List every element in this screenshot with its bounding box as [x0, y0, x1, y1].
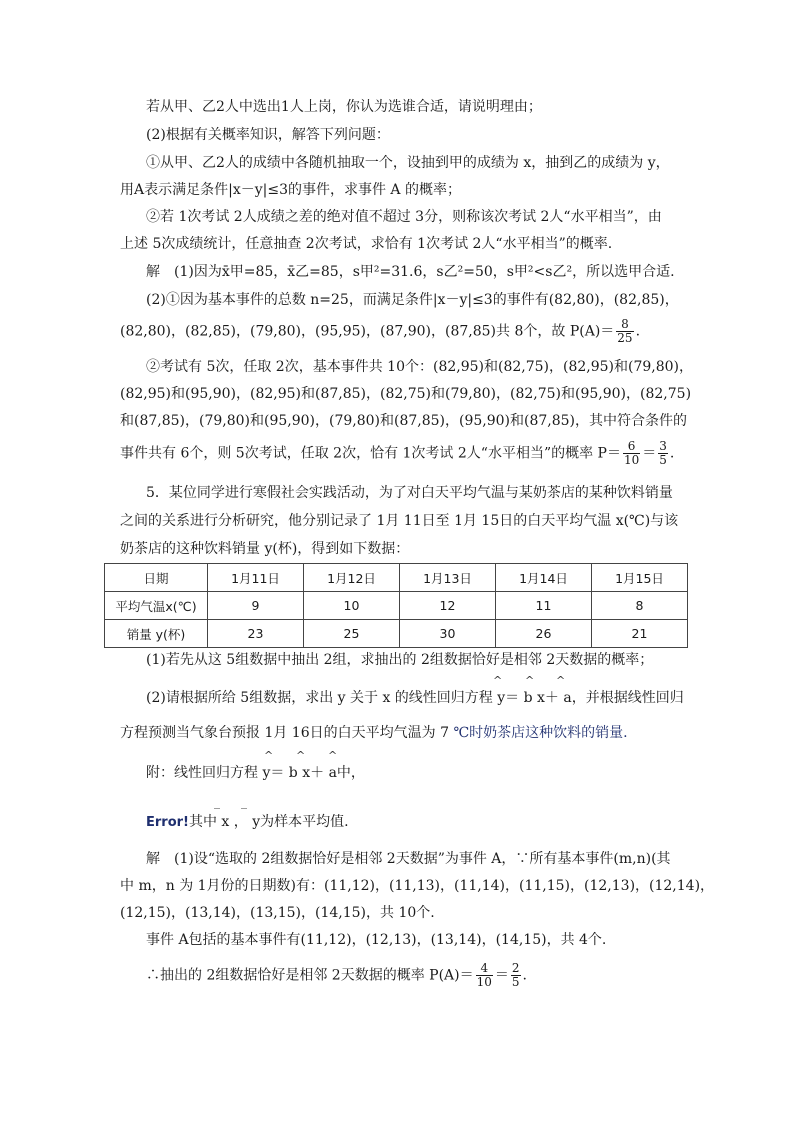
table-row — [105, 620, 688, 648]
text-line: (12,15)，(13,14)，(13,15)，(14,15)，共 10个. — [120, 905, 435, 921]
fraction: $\frac{4}{10}$ — [476, 961, 492, 989]
table-cell: 1月11日 — [208, 564, 304, 592]
table-row — [105, 592, 688, 620]
text-line: (82,95)和(95,90)，(82,95)和(87,85)，(82,75)和(79,80)，(82,75)和(95,90)，(82,75) — [120, 386, 692, 402]
bar-mark: _ — [214, 795, 220, 809]
hat-mark: ^ — [493, 674, 503, 687]
table-cell: 1月15日 — [592, 564, 688, 592]
error-field: Error! — [146, 815, 189, 830]
table-cell: 9 — [208, 592, 304, 620]
table-cell: 26 — [496, 620, 592, 648]
text-line: 用A表示满足条件|x－y|≤3的事件，求事件 A 的概率； — [120, 182, 461, 198]
text-line-with-fraction: ∴抽出的 2组数据恰好是相邻 2天数据的概率 P(A)＝ $\frac{4}{10}$ ＝ $\frac{2}{5}$ . — [146, 961, 527, 989]
table-header-row — [105, 564, 688, 592]
hat-mark: ^ — [556, 674, 566, 687]
text-line: 上述 5次成绩统计，任意抽查 2次考试，求恰有 1次考试 2人“水平相当”的概率. — [120, 236, 613, 252]
solution-line: 解 (1)因为x̄甲=85，x̄乙=85，s甲²=31.6，s乙²=50，s甲²<s乙²，所以选甲合适. — [146, 264, 675, 280]
hat-mark: ^ — [328, 749, 338, 762]
text-line: 中 m，n 为 1月份的日期数)有：(11,12)，(11,13)，(11,14)，(11,15)，(12,13)，(12,14)， — [120, 878, 715, 894]
text-line: Error!其中 x ， y为样本平均值. — [146, 814, 349, 830]
table-cell: 销量 y(杯) — [105, 620, 208, 648]
text-line: ②若 1次考试 2人成绩之差的绝对值不超过 3分，则称该次考试 2人“水平相当”，由 — [146, 209, 662, 225]
table-cell: 11 — [496, 592, 592, 620]
fraction: $\frac{6}{10}$ — [623, 439, 640, 467]
hat-mark: ^ — [296, 749, 306, 762]
fraction: $\frac{8}{25}$ — [617, 317, 633, 345]
fraction: $\frac{3}{5}$ — [659, 439, 667, 467]
text-line-with-fraction: (82,80)，(82,85)，(79,80)，(95,95)，(87,90)，(87,85)共 8个，故 P(A)＝ $\frac{8}{25}$ . — [120, 317, 641, 345]
text-line: 附：线性回归方程 y＝ b x＋ a中， — [146, 765, 365, 781]
hat-mark: ^ — [264, 749, 274, 762]
table-cell: 12 — [400, 592, 496, 620]
hat-mark: ^ — [525, 674, 535, 687]
table-cell: 21 — [592, 620, 688, 648]
table-cell: 25 — [304, 620, 400, 648]
data-table — [104, 563, 688, 648]
text-line: (1)若先从这 5组数据中抽出 2组，求抽出的 2组数据恰好是相邻 2天数据的概率； — [146, 652, 654, 668]
table-cell: 平均气温x(℃) — [105, 592, 208, 620]
problem-line: 5．某位同学进行寒假社会实践活动，为了对白天平均气温与某奶茶店的某种饮料销量 — [146, 485, 673, 501]
fraction: $\frac{2}{5}$ — [511, 961, 520, 989]
text-line: (2)①因为基本事件的总数 n=25，而满足条件|x－y|≤3的事件有(82,80)，(82,85)， — [146, 292, 679, 308]
bar-mark: _ — [241, 795, 247, 809]
text-line: 事件 A包括的基本事件有(11,12)，(12,13)，(13,14)，(14,15)，共 4个. — [146, 932, 607, 948]
table-cell: 1月14日 — [496, 564, 592, 592]
text-line: (2)请根据所给 5组数据，求出 y 关于 x 的线性回归方程 y＝ b x＋ a，并根据线性回归 — [146, 690, 684, 706]
text-line: 方程预测当气象台预报 1月 16日的白天平均气温为 7 ℃时奶茶店这种饮料的销量. — [120, 725, 628, 741]
text-line: 奶茶店的这种饮料销量 y(杯)，得到如下数据： — [120, 541, 410, 557]
solution-line: 解 (1)设“选取的 2组数据恰好是相邻 2天数据”为事件 A，∵所有基本事件(m,n)(其 — [146, 851, 671, 867]
text-line: (2)根据有关概率知识，解答下列问题： — [146, 127, 390, 143]
text-line: ②考试有 5次，任取 2次，基本事件共 10个：(82,95)和(82,75)，(82,95)和(79,80)， — [146, 359, 693, 375]
table-cell: 30 — [400, 620, 496, 648]
table-cell: 1月13日 — [400, 564, 496, 592]
text-line: 之间的关系进行分析研究，他分别记录了 1月 11日至 1月 15日的白天平均气温 x(℃)与该 — [120, 513, 679, 529]
table-cell: 1月12日 — [304, 564, 400, 592]
text-line-with-fraction: 事件共有 6个，则 5次考试，任取 2次，恰有 1次考试 2人“水平相当”的概率 P＝ $\frac{6}{10}$ ＝ $\frac{3}{5}$ . — [120, 439, 675, 467]
table-cell: 23 — [208, 620, 304, 648]
table-cell: 10 — [304, 592, 400, 620]
text-line: ①从甲、乙2人的成绩中各随机抽取一个，设抽到甲的成绩为 x，抽到乙的成绩为 y， — [146, 155, 670, 171]
table-cell: 8 — [592, 592, 688, 620]
text-line: 和(87,85)，(79,80)和(95,90)，(79,80)和(87,85)，(95,90)和(87,85)，其中符合条件的 — [120, 413, 688, 429]
text-line: 若从甲、乙2人中选出1人上岗，你认为选谁合适，请说明理由； — [146, 99, 542, 115]
table-cell: 日期 — [105, 564, 208, 592]
